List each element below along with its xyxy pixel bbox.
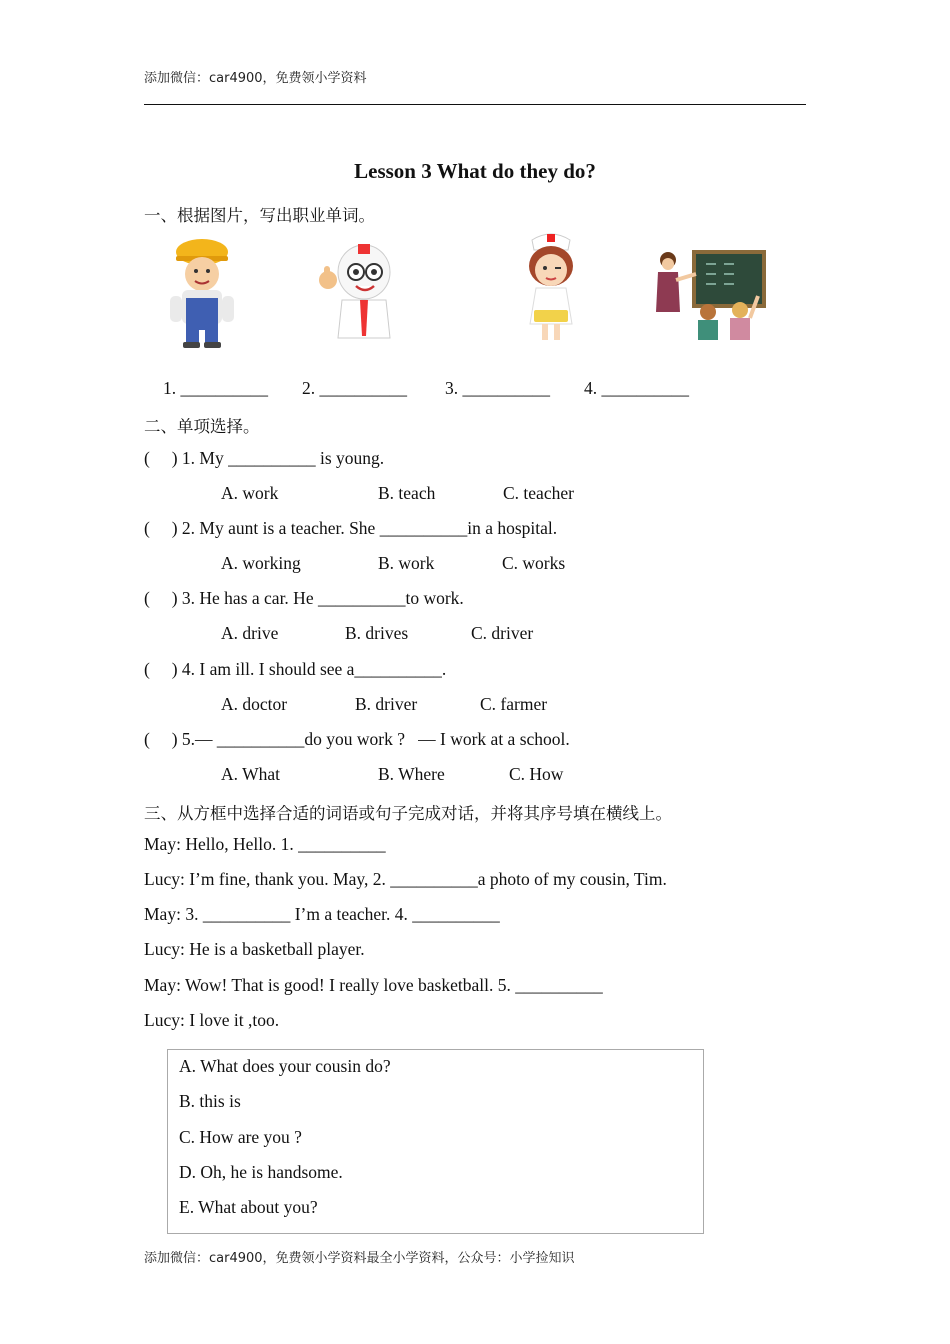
- q1-option-b[interactable]: B. teach: [378, 483, 436, 503]
- q1-option-a[interactable]: A. work: [221, 483, 279, 503]
- q2-option-a[interactable]: A. working: [221, 553, 301, 573]
- dialogue-line: Lucy: He is a basketball player.: [144, 939, 365, 959]
- q3-option-b[interactable]: B. drives: [345, 623, 409, 643]
- option-d: D. Oh, he is handsome.: [179, 1162, 343, 1182]
- dialogue-line: May: 3. __________ I’m a teacher. 4. __________: [144, 904, 500, 924]
- q1-option-c[interactable]: C. teacher: [503, 483, 574, 503]
- section1-heading: 一、根据图片，写出职业单词。: [144, 206, 375, 225]
- blank-2[interactable]: 2. __________: [302, 378, 407, 398]
- page-footer: 添加微信：car4900，免费领小学资料最全小学资料，公众号：小学捡知识: [144, 1251, 575, 1266]
- option-c: C. How are you ?: [179, 1127, 302, 1147]
- q2-option-c[interactable]: C. works: [502, 553, 566, 573]
- question-1: ( ) 1. My __________ is young.: [144, 448, 385, 468]
- q3-option-a[interactable]: A. drive: [221, 623, 279, 643]
- q5-option-a[interactable]: A. What: [221, 764, 280, 784]
- doctor-picture: [314, 240, 406, 340]
- dialogue-line: May: Hello, Hello. 1. __________: [144, 834, 386, 854]
- question-3: ( ) 3. He has a car. He __________to work.: [144, 588, 464, 608]
- option-b: B. this is: [179, 1091, 241, 1111]
- worker-picture: [160, 238, 245, 350]
- nurse-picture: [516, 228, 586, 344]
- dialogue-line: Lucy: I’m fine, thank you. May, 2. __________a photo of my cousin, Tim.: [144, 869, 667, 889]
- q4-option-c[interactable]: C. farmer: [480, 694, 548, 714]
- q5-option-c[interactable]: C. How: [509, 764, 564, 784]
- dialogue-line: Lucy: I love it ,too.: [144, 1010, 280, 1030]
- section2-heading: 二、单项选择。: [144, 417, 260, 436]
- teacher-picture: [654, 250, 768, 340]
- page-header: 添加微信：car4900，免费领小学资料: [144, 71, 367, 86]
- q4-option-a[interactable]: A. doctor: [221, 694, 288, 714]
- blank-1[interactable]: 1. __________: [163, 378, 268, 398]
- option-e: E. What about you?: [179, 1197, 318, 1217]
- q4-option-b[interactable]: B. driver: [355, 694, 418, 714]
- q5-option-b[interactable]: B. Where: [378, 764, 445, 784]
- blank-3[interactable]: 3. __________: [445, 378, 550, 398]
- header-divider: [144, 104, 806, 105]
- q3-option-c[interactable]: C. driver: [471, 623, 534, 643]
- question-4: ( ) 4. I am ill. I should see a__________.: [144, 659, 447, 679]
- dialogue-line: May: Wow! That is good! I really love basketball. 5. __________: [144, 975, 603, 995]
- lesson-title: Lesson 3 What do they do?: [354, 159, 596, 183]
- question-5: ( ) 5.— __________do you work ? — I work at a school.: [144, 729, 570, 749]
- q2-option-b[interactable]: B. work: [378, 553, 435, 573]
- section3-heading: 三、从方框中选择合适的词语或句子完成对话，并将其序号填在横线上。: [144, 804, 672, 823]
- option-a: A. What does your cousin do?: [179, 1056, 391, 1076]
- blank-4[interactable]: 4. __________: [584, 378, 689, 398]
- question-2: ( ) 2. My aunt is a teacher. She __________in a hospital.: [144, 518, 558, 538]
